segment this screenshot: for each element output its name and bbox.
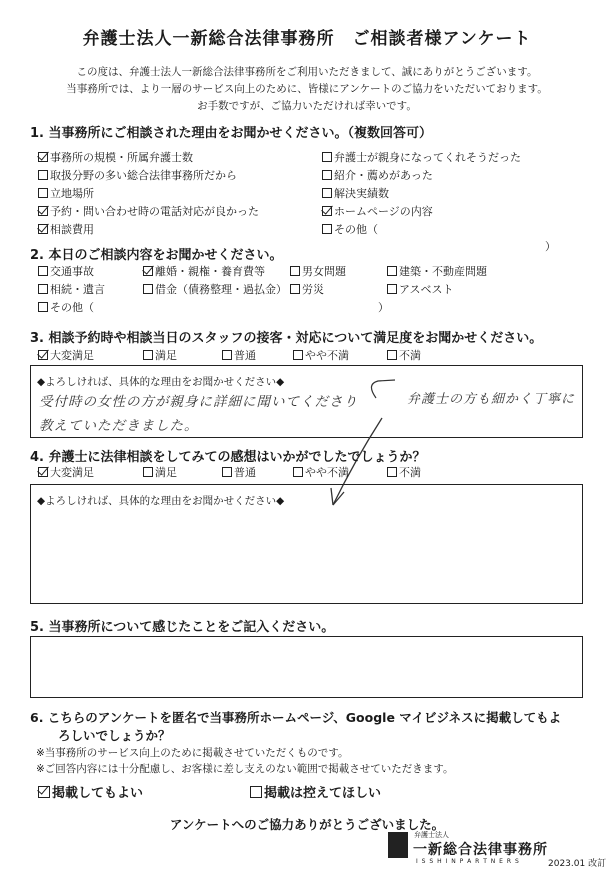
q6-note-2: ※ご回答内容には十分配慮し、お客様に差し支えのない範囲で掲載させていただきます。: [36, 763, 454, 775]
page-title: 弁護士法人一新総合法律事務所 ご相談者様アンケート: [82, 29, 532, 49]
q6-option-yes[interactable]: 掲載してもよい: [38, 782, 143, 801]
q5-title: 5. 当事務所について感じたことをご記入ください。: [30, 620, 335, 635]
q1-option[interactable]: ホームページの内容: [322, 202, 521, 220]
checkbox-checked[interactable]: [38, 467, 48, 477]
q2-other-close: ）: [378, 301, 389, 314]
q4-option[interactable]: やや不満: [293, 464, 349, 480]
q1-option[interactable]: 解決実績数: [322, 184, 521, 202]
q2-option[interactable]: アスベスト: [387, 281, 454, 297]
q4-option[interactable]: 大変満足: [38, 464, 94, 480]
checkbox[interactable]: [250, 786, 262, 798]
q3-option[interactable]: 普通: [222, 347, 256, 363]
q3-option[interactable]: 不満: [387, 347, 421, 363]
q3-box-label: ◆よろしければ、具体的な理由をお聞かせください◆: [37, 376, 285, 388]
q3-handwriting-2: 教えていただきました。: [39, 418, 199, 434]
intro-line-3: お手数ですが、ご協力いただければ幸いです。: [197, 100, 417, 112]
q1-title: 1. 当事務所にご相談された理由をお聞かせください。（複数回答可）: [30, 126, 433, 141]
q3-option[interactable]: 大変満足: [38, 347, 94, 363]
q2-option[interactable]: 借金（債務整理・過払金）: [143, 281, 287, 297]
q1-other-close: ）: [545, 240, 556, 253]
logo-small-text: 弁護士法人: [414, 831, 449, 839]
q3-handwriting-1b: 弁護士の方も細かく丁寧に: [407, 392, 576, 407]
q1-option[interactable]: 取扱分野の多い総合法律事務所だから: [38, 166, 259, 184]
q6-option-no[interactable]: 掲載は控えてほしい: [250, 782, 381, 801]
q1-option-other[interactable]: その他（: [322, 220, 521, 238]
q5-comment-box[interactable]: [30, 636, 583, 698]
q6-title-2: ろしいでしょうか？: [58, 728, 171, 743]
intro-line-2: 当事務所では、より一層のサービス向上のために、皆様にアンケートのご協力をいただいております。: [66, 83, 548, 95]
q1-option[interactable]: 事務所の規模・所属弁護士数: [38, 148, 259, 166]
logo-main-text: 一新総合法律事務所: [413, 842, 548, 858]
q2-option[interactable]: 離婚・親権・養育費等: [143, 263, 265, 279]
q3-title: 3. 相談予約時や相談当日のスタッフの接客・対応について満足度をお聞かせください。: [30, 331, 543, 346]
checkbox[interactable]: [222, 467, 232, 477]
q3-option[interactable]: やや不満: [293, 347, 349, 363]
logo-english-text: I S S H I N P A R T N E R S: [416, 858, 520, 865]
q2-option-other[interactable]: その他（: [38, 299, 94, 315]
q6-title-1: 6. こちらのアンケートを匿名で当事務所ホームページ、Google マイビジネスに掲載してもよ: [30, 710, 562, 725]
q1-option[interactable]: 相談費用: [38, 220, 259, 238]
q2-option[interactable]: 男女問題: [290, 263, 346, 279]
q4-option[interactable]: 普通: [222, 464, 256, 480]
q1-option[interactable]: 予約・問い合わせ時の電話対応が良かった: [38, 202, 259, 220]
checkbox-checked[interactable]: [38, 786, 50, 798]
q6-note-1: ※当事務所のサービス向上のために掲載させていただくものです。: [36, 747, 349, 759]
firm-logo-icon: [388, 832, 408, 858]
checkbox[interactable]: [143, 467, 153, 477]
q2-option[interactable]: 労災: [290, 281, 324, 297]
q4-option[interactable]: 満足: [143, 464, 177, 480]
q4-title: 4. 弁護士に法律相談をしてみての感想はいかがでしたでしょうか？: [30, 450, 426, 465]
q2-option[interactable]: 建築・不動産問題: [387, 263, 487, 279]
q1-option[interactable]: 弁護士が親身になってくれそうだった: [322, 148, 521, 166]
q3-option[interactable]: 満足: [143, 347, 177, 363]
q3-handwriting-1: 受付時の女性の方が親身に詳細に聞いてくださり: [39, 394, 358, 410]
q2-option[interactable]: 相続・遺言: [38, 281, 105, 297]
thanks-message: アンケートへのご協力ありがとうございました。: [169, 817, 445, 832]
checkbox[interactable]: [387, 467, 397, 477]
q4-reason-box[interactable]: [30, 484, 583, 604]
q2-option[interactable]: 交通事故: [38, 263, 94, 279]
checkbox[interactable]: [293, 467, 303, 477]
revision-date: 2023.01 改訂: [548, 859, 607, 869]
q4-option[interactable]: 不満: [387, 464, 421, 480]
q1-option[interactable]: 紹介・薦めがあった: [322, 166, 521, 184]
q1-option[interactable]: 立地場所: [38, 184, 259, 202]
q4-box-label: ◆よろしければ、具体的な理由をお聞かせください◆: [37, 495, 285, 507]
intro-line-1: この度は、弁護士法人一新総合法律事務所をご利用いただきまして、誠にありがとうございます。: [76, 66, 538, 78]
q2-title: 2. 本日のご相談内容をお聞かせください。: [30, 248, 283, 263]
